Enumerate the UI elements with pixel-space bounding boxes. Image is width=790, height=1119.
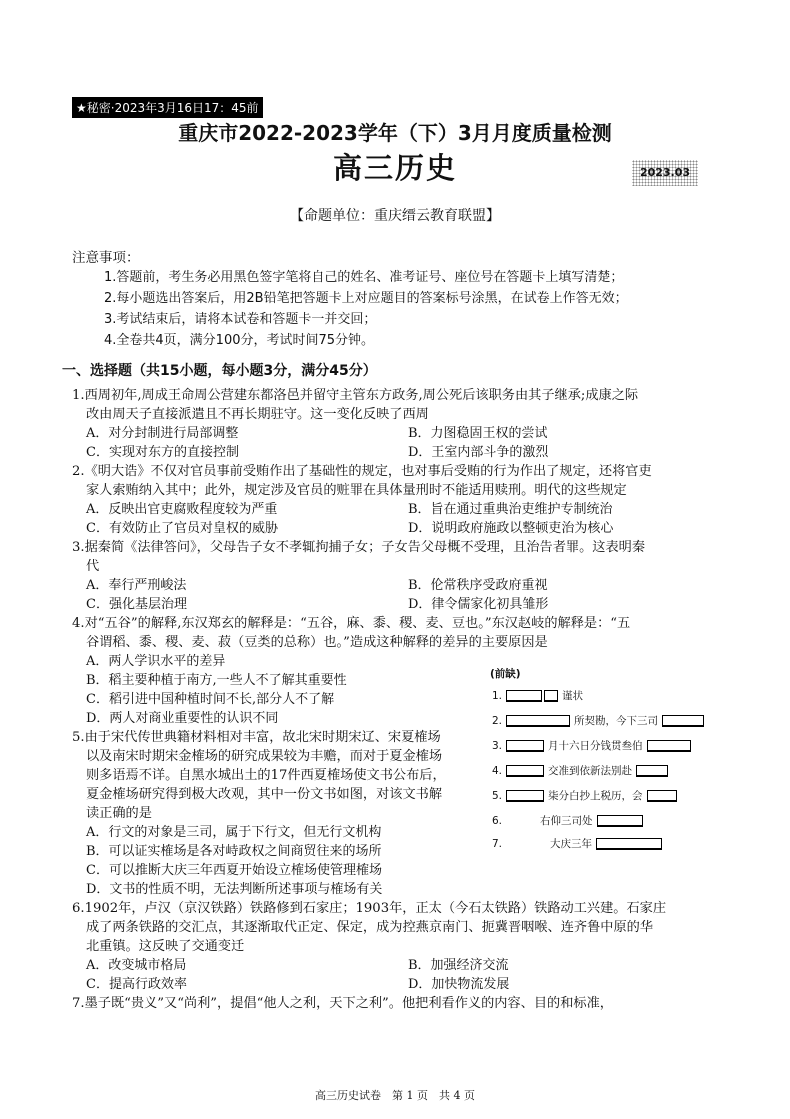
figure-row-text: 所契勘，今下三司 xyxy=(574,715,659,727)
note-item: 2.每小题选出答案后，用2B铅笔把答题卡上对应题目的答案标号涂黑，在试卷上作答无效； xyxy=(104,291,628,306)
question-3-line: 3.据秦简《法律答问》，父母告子女不孝辄拘捕子女；子女告父母概不受理，且治告者罪。这表明秦 xyxy=(72,540,646,555)
missing-text-box xyxy=(544,690,558,702)
q5-option-d: D．文书的性质不明，无法判断所述事项与榷场有关 xyxy=(86,882,383,897)
q4-option-c: C．稻引进中国种植时间不长,部分人不了解 xyxy=(86,692,335,707)
missing-text-box xyxy=(647,740,691,752)
question-4-line: 谷谓稻、黍、稷、麦、菽（豆类的总称）也。”造成这种解释的差异的主要原因是 xyxy=(86,635,548,650)
question-6-line: 6.1902年，卢汉（京汉铁路）铁路修到石家庄；1903年，正太（今石太铁路）铁路动工兴建。石家庄 xyxy=(72,901,667,916)
note-item: 4.全卷共4页，满分100分，考试时间75分钟。 xyxy=(104,333,375,348)
question-5-line: 夏金榷场研究得到极大改观，其中一份文书如图，对该文书解 xyxy=(86,787,443,802)
missing-text-box xyxy=(506,740,544,752)
q2-option-b: B．旨在通过重典治吏维护专制统治 xyxy=(408,502,613,517)
exam-title: 重庆市2022-2023学年（下）3月月度质量检测 xyxy=(178,121,612,145)
figure-row-number: 6. xyxy=(492,814,503,827)
missing-text-box xyxy=(596,838,662,850)
q4-option-a: A．两人学识水平的差异 xyxy=(86,654,226,669)
q6-option-c: C．提高行政效率 xyxy=(86,977,187,992)
page-footer: 高三历史试卷 第 1 页 共 4 页 xyxy=(315,1089,475,1102)
q5-option-b: B．可以证实榷场是各对峙政权之间商贸往来的场所 xyxy=(86,844,382,859)
section-heading: 一、选择题（共15小题，每小题3分，满分45分） xyxy=(62,363,377,379)
note-item: 1.答题前，考生务必用黑色签字笔将自己的姓名、准考证号、座位号在答题卡上填写清楚； xyxy=(104,270,624,285)
q3-option-b: B．伦常秩序受政府重视 xyxy=(408,578,548,593)
question-2-line: 2.《明大诰》不仅对官员事前受贿作出了基础性的规定，也对事后受贿的行为作出了规定，还将官吏 xyxy=(72,464,652,479)
missing-text-box xyxy=(662,715,704,727)
question-1-line: 1.西周初年,周成王命周公营建东都洛邑并留守主管东方政务,周公死后该职务由其子继承;成康之际 xyxy=(72,388,639,403)
figure-row-number: 1. xyxy=(492,689,503,702)
secret-label: ★秘密·2023年3月16日17：45前 xyxy=(72,97,263,118)
question-6-line: 成了两条铁路的交汇点，其逐渐取代正定、保定，成为控燕京南门、扼冀晋咽喉、连齐鲁中原的华 xyxy=(86,920,654,935)
missing-text-box xyxy=(636,765,668,777)
q6-option-b: B．加强经济交流 xyxy=(408,958,509,973)
q1-option-d: D．王室内部斗争的激烈 xyxy=(408,445,549,460)
figure-row-2 xyxy=(492,713,708,728)
q2-option-a: A．反映出官吏腐败程度较为严重 xyxy=(86,502,278,517)
missing-text-box xyxy=(506,765,544,777)
question-3-line: 代 xyxy=(86,559,100,574)
figure-row-text: 柒分白抄上税历，会 xyxy=(548,790,643,802)
q4-option-b: B．稻主要种植于南方,一些人不了解其重要性 xyxy=(86,673,347,688)
figure-row-text: 右仰三司处 xyxy=(540,815,593,827)
question-2-line: 家人索贿纳入其中；此外，规定涉及官员的赃罪在具体量刑时不能适用赎刑。明代的这些规定 xyxy=(86,483,627,498)
question-5-line: 则多语焉不详。自黑水城出土的17件西夏榷场使文书公布后， xyxy=(86,768,446,783)
q2-option-c: C．有效防止了官员对皇权的威胁 xyxy=(86,521,278,536)
q2-option-d: D．说明政府施政以整顿吏治为核心 xyxy=(408,521,614,536)
q6-option-d: D．加快物流发展 xyxy=(408,977,510,992)
question-4-line: 4.对“五谷”的解释,东汉郑玄的解释是：“五谷，麻、黍、稷、麦、豆也。”东汉赵岐的解释是：“五 xyxy=(72,616,631,631)
figure-row-7 xyxy=(492,836,666,851)
missing-text-box xyxy=(506,715,570,727)
question-6-line: 北重镇。这反映了交通变迁 xyxy=(86,939,245,954)
notes-heading: 注意事项： xyxy=(72,250,140,266)
question-5-line: 读正确的是 xyxy=(86,806,152,821)
figure-row-number: 4. xyxy=(492,764,503,777)
question-1-line: 改由周天子直接派遣且不再长期驻守。这一变化反映了西周 xyxy=(86,407,429,422)
q1-option-b: B．力图稳固王权的尝试 xyxy=(408,426,548,441)
note-item: 3.考试结束后，请将本试卷和答题卡一并交回； xyxy=(104,312,377,327)
figure-row-text: 大庆三年 xyxy=(550,838,593,850)
issuer-line: 【命题单位：重庆缙云教育联盟】 xyxy=(290,208,500,224)
q3-option-d: D．律令儒家化初具雏形 xyxy=(408,597,549,612)
figure-row-text: 交准到依新法别赴 xyxy=(548,765,633,777)
q1-option-c: C．实现对东方的直接控制 xyxy=(86,445,239,460)
q3-option-a: A．奉行严刑峻法 xyxy=(86,578,187,593)
q4-option-d: D．两人对商业重要性的认识不同 xyxy=(86,711,279,726)
figure-row-number: 2. xyxy=(492,714,503,727)
missing-text-box xyxy=(597,815,643,827)
figure-row-number: 5. xyxy=(492,789,503,802)
figure-row-text: 谨状 xyxy=(562,690,584,702)
figure-row-text: 月十六日分钱贯叁伯 xyxy=(548,740,643,752)
missing-text-box xyxy=(506,790,544,802)
figure-row-number: 3. xyxy=(492,739,503,752)
figure-row-number: 7. xyxy=(492,837,503,850)
figure-head: (前缺) xyxy=(490,668,521,680)
figure-row-5 xyxy=(492,788,681,803)
q3-option-c: C．强化基层治理 xyxy=(86,597,187,612)
q1-option-a: A．对分封制进行局部调整 xyxy=(86,426,239,441)
question-5-line: 5.由于宋代传世典籍材料相对丰富，故北宋时期宋辽、宋夏榷场 xyxy=(72,730,441,745)
figure-row-3 xyxy=(492,738,695,753)
question-7-line: 7.墨子既“贵义”又“尚利”，提倡“他人之利，天下之利”。他把利看作义的内容、目的和标准， xyxy=(72,996,613,1011)
missing-text-box xyxy=(647,790,677,802)
q5-option-c: C．可以推断大庆三年西夏开始设立榷场使管理榷场 xyxy=(86,863,382,878)
figure-row-6 xyxy=(492,813,647,828)
q5-option-a: A．行文的对象是三司，属于下行文，但无行文机构 xyxy=(86,825,382,840)
date-badge: 2023.03 xyxy=(632,160,698,186)
figure-row-1 xyxy=(492,688,583,703)
figure-row-4 xyxy=(492,763,672,778)
missing-text-box xyxy=(506,690,542,702)
document-figure xyxy=(488,664,728,854)
question-5-line: 以及南宋时期宋金榷场的研究成果较为丰赡，而对于夏金榷场 xyxy=(86,749,443,764)
subject-title: 高三历史 xyxy=(332,151,457,185)
q6-option-a: A．改变城市格局 xyxy=(86,958,187,973)
